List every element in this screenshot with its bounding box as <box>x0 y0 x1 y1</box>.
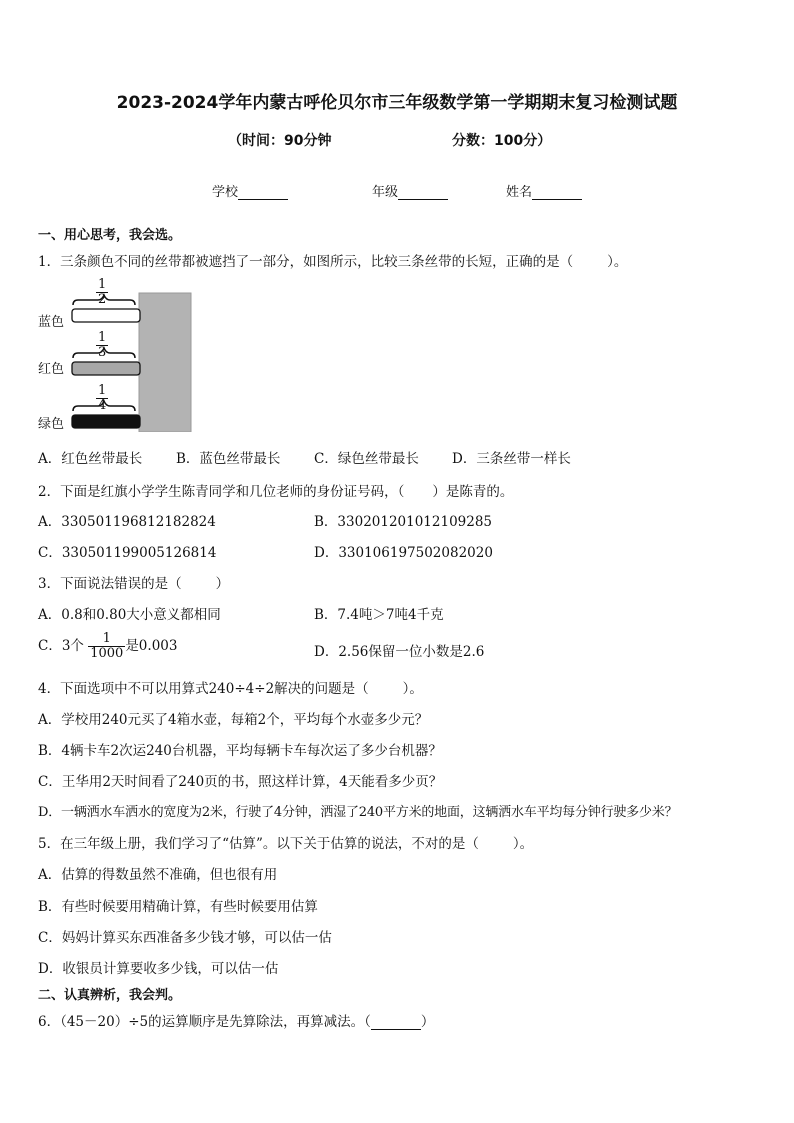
section-2-title: 二、认真辨析，我会判。 <box>38 988 182 1003</box>
ribbon-red <box>72 362 140 375</box>
question-3-text-end: ） <box>215 576 230 592</box>
page-title: 2023-2024学年内蒙古呼伦贝尔市三年级数学第一学期期末复习检测试题 <box>116 93 678 113</box>
name-field <box>506 181 582 200</box>
exam-score: 分数：100分） <box>452 133 552 149</box>
q2-option-d[interactable]: D．330106197502082020 <box>314 545 493 561</box>
section-1-title: 一、用心思考，我会选。 <box>38 228 182 243</box>
fraction-green-num: 1 <box>98 383 107 398</box>
question-6-text: 6．（45－20）÷5的运算顺序是先算除法，再算减法。（ <box>38 1014 371 1030</box>
q1-option-a[interactable]: A．红色丝带最长 <box>38 451 143 467</box>
fraction-red <box>96 331 108 360</box>
question-2-text-end: ）是陈青的。 <box>432 484 514 500</box>
ribbon-figure-svg <box>36 277 206 432</box>
fraction-red-den: 3 <box>98 345 107 360</box>
school-field <box>212 181 288 200</box>
question-4-stem <box>38 677 423 697</box>
grade-field <box>372 181 448 200</box>
fraction-blue-num: 1 <box>98 277 107 292</box>
wall <box>139 293 191 432</box>
school-blank[interactable] <box>238 185 288 200</box>
label-green: 绿色 <box>38 417 65 432</box>
question-3-text: 3．下面说法错误的是（ <box>38 576 182 592</box>
question-4-text-end: ）。 <box>402 681 423 697</box>
name-blank[interactable] <box>532 185 582 200</box>
q3-option-c[interactable] <box>38 632 177 661</box>
q3-option-b[interactable]: B．7.4吨＞7吨4千克 <box>314 607 444 623</box>
exam-time: （时间：90分钟 <box>228 133 332 149</box>
label-blue: 蓝色 <box>38 315 65 330</box>
question-2-stem <box>38 480 513 500</box>
grade-label: 年级 <box>372 185 399 200</box>
q3-option-c-fraction <box>88 632 125 661</box>
q3-option-c-post: 是0.003 <box>125 638 178 654</box>
question-1-text-end: ）。 <box>607 254 628 270</box>
q3-option-c-num: 1 <box>102 631 111 646</box>
question-6-stem <box>38 1010 434 1030</box>
label-red: 红色 <box>38 362 65 377</box>
fraction-blue <box>96 278 108 307</box>
question-4-text: 4．下面选项中不可以用算式240÷4÷2解决的问题是（ <box>38 681 369 697</box>
answer-blank[interactable] <box>371 1015 421 1030</box>
q1-option-b[interactable]: B．蓝色丝带最长 <box>176 451 281 467</box>
q3-option-a[interactable]: A．0.8和0.80大小意义都相同 <box>38 607 221 623</box>
q3-option-d[interactable]: D．2.56保留一位小数是2.6 <box>314 644 485 660</box>
q2-option-c[interactable]: C．330501199005126814 <box>38 545 217 561</box>
q4-option-b[interactable]: B．4辆卡车2次运240台机器，平均每辆卡车每次运了多少台机器？ <box>38 743 442 759</box>
q5-option-d[interactable]: D．收银员计算要收多少钱，可以估一估 <box>38 961 279 977</box>
question-5-text-end: ）。 <box>512 836 534 852</box>
fraction-red-num: 1 <box>98 330 107 345</box>
fraction-blue-den: 2 <box>98 292 107 307</box>
q4-option-c[interactable]: C．王华用2天时间看了240页的书，照这样计算，4天能看多少页？ <box>38 774 443 790</box>
question-2-text: 2．下面是红旗小学学生陈青同学和几位老师的身份证号码，（ <box>38 484 405 500</box>
ribbon-figure <box>36 277 206 432</box>
q5-option-a[interactable]: A．估算的得数虽然不准确，但也很有用 <box>38 867 278 883</box>
school-label: 学校 <box>212 185 239 200</box>
q1-option-c[interactable]: C．绿色丝带最长 <box>314 451 419 467</box>
q2-option-a[interactable]: A．330501196812182824 <box>38 514 216 530</box>
name-label: 姓名 <box>506 185 533 200</box>
ribbon-blue <box>72 309 140 322</box>
q5-option-b[interactable]: B．有些时候要用精确计算，有些时候要用估算 <box>38 899 318 915</box>
q4-option-d[interactable]: D．一辆洒水车洒水的宽度为2米，行驶了4分钟，洒湿了240平方米的地面，这辆洒水车平均每分钟行驶多少米？ <box>38 805 678 820</box>
question-1-text: 1．三条颜色不同的丝带都被遮挡了一部分，如图所示，比较三条丝带的长短，正确的是（ <box>38 254 574 270</box>
q5-option-c[interactable]: C．妈妈计算买东西准备多少钱才够，可以估一估 <box>38 930 332 946</box>
q3-option-c-den: 1000 <box>90 646 124 661</box>
question-3-stem <box>38 572 229 592</box>
question-1-stem <box>38 250 627 270</box>
fraction-green <box>96 384 108 413</box>
grade-blank[interactable] <box>398 185 448 200</box>
ribbon-green <box>72 415 140 428</box>
fraction-green-den: 4 <box>98 398 107 413</box>
question-5-stem <box>38 832 533 852</box>
q3-option-c-pre: C．3个 <box>38 638 84 654</box>
q4-option-a[interactable]: A．学校用240元买了4箱水壶，每箱2个，平均每个水壶多少元？ <box>38 712 429 728</box>
question-5-text: 5．在三年级上册，我们学习了“估算”。以下关于估算的说法，不对的是（ <box>38 836 479 852</box>
question-6-text-end: ） <box>420 1014 435 1030</box>
q2-option-b[interactable]: B．330201201012109285 <box>314 514 493 530</box>
q1-option-d[interactable]: D．三条丝带一样长 <box>452 451 571 467</box>
